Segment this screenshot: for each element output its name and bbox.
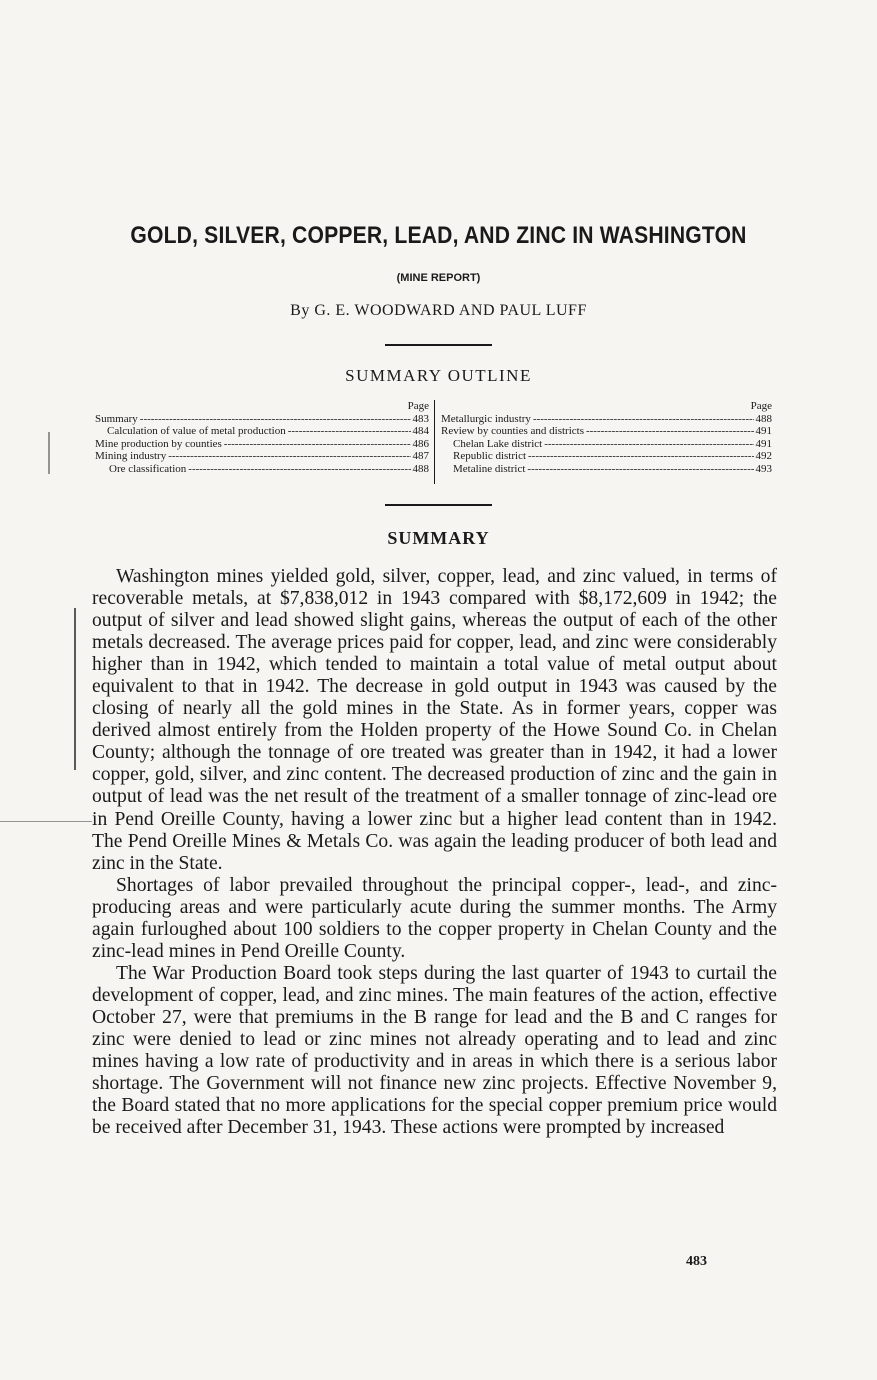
toc-entry[interactable] [95, 450, 429, 463]
toc-entry-label: Calculation of value of metal production [107, 425, 286, 437]
toc-leader [527, 463, 753, 476]
title-divider [385, 344, 492, 346]
toc-entry-page: 491 [755, 437, 772, 450]
toc-entry-label: Republic district [453, 450, 527, 462]
report-subtitle: (MINE REPORT) [396, 272, 481, 284]
toc-entry[interactable] [441, 463, 772, 476]
toc-leader [544, 438, 753, 451]
toc-entry[interactable] [441, 438, 772, 451]
summary-paragraph: The War Production Board took steps during the last quarter of 1943 to curtail the development of copper, lead, and zinc mines. The main features of the action, effective October 27, were that premiums in the B range for lead and the B and C ranges for zinc were denied to lead or zinc mines not already operating and to lead and zinc mines having a low rate of productivity and in areas in which there is a serious labor shortage. The Government will not finance new zinc projects. Effective November 9, the Board stated that no more applications for the special copper premium price would be received after December 31, 1943. These actions were prompted by increased [92, 962, 777, 1139]
toc-entry-label: Mining industry [95, 450, 167, 462]
outline-right-column [441, 400, 772, 475]
toc-entry-label: Mine production by counties [95, 437, 222, 450]
margin-line-mark [48, 432, 50, 474]
toc-entry-page: 493 [755, 462, 772, 475]
toc-entry[interactable] [441, 425, 772, 438]
toc-entry-label: Metaline district [453, 462, 526, 475]
toc-leader [224, 438, 411, 451]
author-byline: By G. E. WOODWARD AND PAUL LUFF [290, 302, 587, 319]
margin-line-mark [74, 608, 76, 770]
outline-column-divider [434, 400, 435, 484]
toc-entry-page: 487 [412, 450, 429, 462]
toc-entry-label: Ore classification [109, 462, 187, 475]
toc-leader [188, 463, 410, 476]
toc-entry[interactable] [441, 450, 772, 463]
margin-line-mark [0, 821, 92, 822]
outline-left-column [95, 400, 429, 475]
toc-leader [140, 413, 411, 426]
toc-leader [533, 413, 754, 426]
toc-entry[interactable] [95, 413, 429, 426]
toc-entry-page: 483 [412, 412, 429, 425]
toc-entry[interactable] [441, 413, 772, 426]
toc-entry-label: Summary [95, 412, 138, 425]
page-column-label: Page [750, 400, 772, 412]
summary-body [92, 566, 777, 1139]
page-title: GOLD, SILVER, COPPER, LEAD, AND ZINC IN WASHINGTON [130, 222, 747, 249]
toc-entry-label: Review by counties and districts [441, 425, 584, 437]
page-number: 483 [686, 1254, 707, 1269]
toc-entry[interactable] [95, 438, 429, 451]
toc-entry[interactable] [95, 425, 429, 438]
page-column-label: Page [407, 400, 429, 412]
toc-entry-page: 484 [412, 425, 429, 437]
summary-paragraph: Shortages of labor prevailed throughout the principal copper-, lead-, and zinc-producing areas and were particularly acute during the summer months. The Army again furloughed about 100 soldiers to the copper property in Chelan County and the zinc-lead mines in Pend Oreille County. [92, 874, 777, 962]
outline-heading: SUMMARY OUTLINE [345, 366, 532, 385]
toc-entry-page: 486 [412, 437, 429, 450]
summary-heading: SUMMARY [387, 528, 490, 548]
toc-leader [288, 425, 411, 438]
toc-leader [586, 425, 754, 438]
toc-leader [168, 450, 410, 463]
outline-divider [385, 504, 492, 506]
toc-entry-label: Chelan Lake district [453, 437, 543, 450]
toc-entry[interactable] [95, 463, 429, 476]
toc-entry-page: 491 [755, 425, 772, 437]
toc-leader [528, 450, 753, 463]
toc-entry-page: 488 [755, 412, 772, 425]
summary-paragraph: Washington mines yielded gold, silver, copper, lead, and zinc valued, in terms of recoverable metals, at $7,838,012 in 1943 compared with $8,172,609 in 1942; the output of silver and lead showed slight gains, whereas the output of each of the other metals decreased. The average prices paid for copper, lead, and zinc were considerably higher than in 1942, which tended to maintain a total value of metal output about equivalent to that in 1942. The decrease in gold output in 1943 was caused by the closing of nearly all the gold mines in the State. As in former years, copper was derived almost entirely from the Holden property of the Howe Sound Co. in Chelan County; although the tonnage of ore treated was greater than in 1942, it had a lower copper, gold, silver, and zinc content. The decreased production of zinc and the gain in output of lead was the net result of the treatment of a smaller tonnage of zinc-lead ore in Pend Oreille County, having a lower zinc but a higher lead content than in 1942. The Pend Oreille Mines & Metals Co. was again the leading producer of both lead and zinc in the State. [92, 566, 777, 874]
toc-entry-page: 492 [755, 450, 772, 462]
toc-entry-page: 488 [412, 462, 429, 475]
toc-entry-label: Metallurgic industry [441, 412, 531, 425]
